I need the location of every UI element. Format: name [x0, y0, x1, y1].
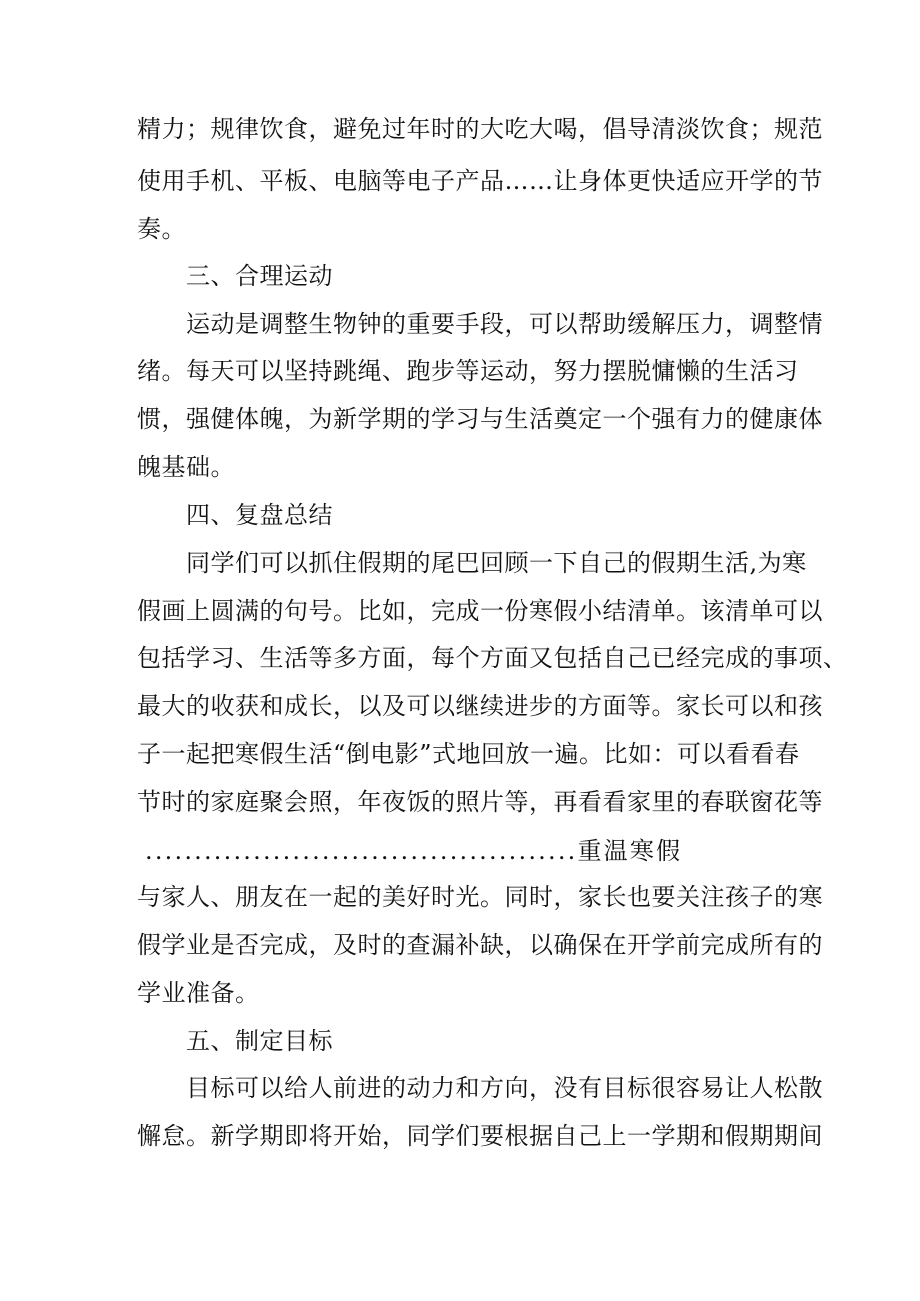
- body-text-line: 包括学习、生活等多方面，每个方面又包括自己已经完成的事项、: [137, 644, 848, 672]
- body-text-line: 假画上圆满的句号。比如，完成一份寒假小结清单。该清单可以: [137, 597, 823, 625]
- body-text-line: 精力；规律饮食，避免过年时的大吃大喝，倡导清淡饮食；规范: [137, 115, 823, 143]
- body-text-line: 与家人、朋友在一起的美好时光。同时，家长也要关注孩子的寒: [137, 883, 823, 911]
- section-heading-3: 三、合理运动: [186, 262, 333, 290]
- body-text-line: 节时的家庭聚会照，年夜饭的照片等，再看看家里的春联窗花等: [137, 788, 823, 816]
- body-text-line: 奏。: [137, 215, 186, 243]
- body-text-line: 绪。每天可以坚持跳绳、跑步等运动，努力摆脱慵懒的生活习: [137, 357, 799, 385]
- body-text-line: ............................................重温寒假: [145, 837, 683, 865]
- body-text-line: 懈怠。新学期即将开始，同学们要根据自己上一学期和假期期间: [137, 1122, 823, 1150]
- body-text-line: 惯，强健体魄，为新学期的学习与生活奠定一个强有力的健康体: [137, 405, 823, 433]
- body-text-line: 目标可以给人前进的动力和方向，没有目标很容易让人松散: [186, 1074, 823, 1102]
- body-text-line: 使用手机、平板、电脑等电子产品……让身体更快适应开学的节: [137, 167, 823, 195]
- body-text-line: 同学们可以抓住假期的尾巴回顾一下自己的假期生活,为寒: [186, 549, 807, 577]
- body-text-line: 学业准备。: [137, 979, 260, 1007]
- section-heading-4: 四、复盘总结: [186, 501, 333, 529]
- body-text-line: 魄基础。: [137, 453, 235, 481]
- body-text-line: 最大的收获和成长，以及可以继续进步的方面等。家长可以和孩: [137, 692, 823, 720]
- body-text-line: 假学业是否完成，及时的查漏补缺，以确保在开学前完成所有的: [137, 931, 823, 959]
- section-heading-5: 五、制定目标: [186, 1027, 333, 1055]
- body-text-line: 运动是调整生物钟的重要手段，可以帮助缓解压力，调整情: [186, 310, 823, 338]
- body-text-line: 子一起把寒假生活“倒电影”式地回放一遍。比如：可以看看春: [137, 740, 800, 768]
